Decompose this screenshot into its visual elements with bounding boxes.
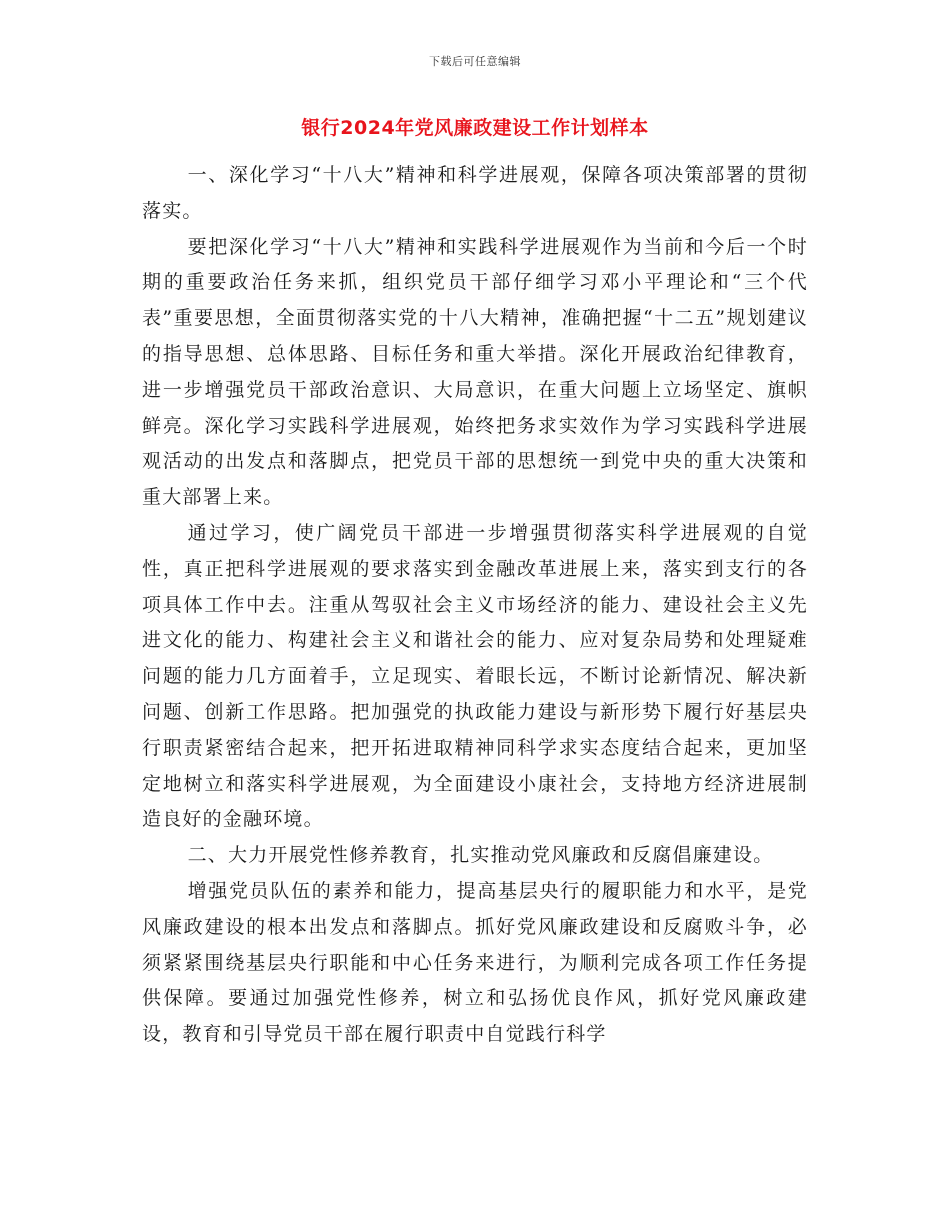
paragraph: 通过学习，使广阔党员干部进一步增强贯彻落实科学进展观的自觉性，真正把科学进展观的要求落实到金融改革进展上来，落实到支行的各项具体工作中去。注重从驾驭社会主义市场经济的能力、建设社会主义先进文化的能力、构建社会主义和谐社会的能力、应对复杂局势和处理疑难问题的能力几方面着手，立足现实、着眼长远，不断讨论新情况、解决新问题、创新工作思路。把加强党的执政能力建设与新形势下履行好基层央行职责紧密结合起来，把开拓进取精神同科学求实态度结合起来，更加坚定地树立和落实科学进展观，为全面建设小康社会，支持地方经济进展制造良好的金融环境。 [142, 521, 808, 831]
document-body [142, 158, 808, 1053]
section-heading-1: 一、深化学习“十八大”精神和科学进展观，保障各项决策部署的贯彻落实。 [142, 164, 808, 222]
paragraph: 要把深化学习“十八大”精神和实践科学进展观作为当前和今后一个时期的重要政治任务来抓，组织党员干部仔细学习邓小平理论和“三个代表”重要思想，全面贯彻落实党的十八大精神，准确把握“十二五”规划建议的指导思想、总体思路、目标任务和重大举措。深化开展政治纪律教育，进一步增强党员干部政治意识、大局意识，在重大问题上立场坚定、旗帜鲜亮。深化学习实践科学进展观，始终把务求实效作为学习实践科学进展观活动的出发点和落脚点，把党员干部的思想统一到党中央的重大决策和重大部署上来。 [142, 235, 808, 509]
header-note: 下载后可任意编辑 [429, 55, 521, 68]
section-heading-2: 二、大力开展党性修养教育，扎实推动党风廉政和反腐倡廉建设。 [187, 844, 774, 867]
paragraph: 增强党员队伍的素养和能力，提高基层央行的履职能力和水平，是党风廉政建设的根本出发点和落脚点。抓好党风廉政建设和反腐败斗争，必须紧紧围绕基层央行职能和中心任务来进行，为顺利完成各项工作任务提供保障。要通过加强党性修养，树立和弘扬优良作风，抓好党风廉政建设，教育和引导党员干部在履行职责中自觉践行科学 [142, 879, 808, 1046]
document-title: 银行2024年党风廉政建设工作计划样本 [301, 117, 649, 139]
